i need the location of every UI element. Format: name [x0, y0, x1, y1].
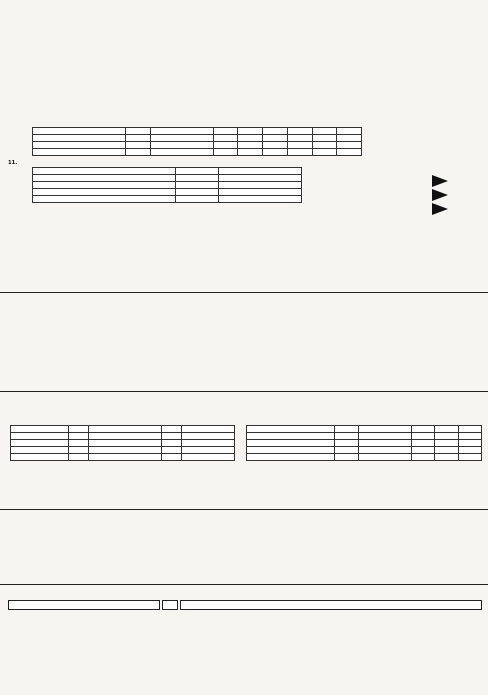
- student-afm-field[interactable]: [219, 196, 302, 203]
- iban-country-field[interactable]: [162, 600, 178, 610]
- rent-hosting-yes[interactable]: [238, 135, 263, 142]
- rent-ka: [126, 135, 151, 142]
- rent-afm-field[interactable]: [150, 142, 213, 149]
- section9-left-table: [10, 425, 235, 461]
- rent-area-field[interactable]: [287, 149, 312, 156]
- rent-head-ka2: [213, 128, 238, 135]
- rent-eka: [263, 135, 288, 142]
- rent-mka: [312, 135, 337, 142]
- rent-area-field[interactable]: [287, 142, 312, 149]
- rent-name-field[interactable]: [33, 135, 126, 142]
- s9-name-field[interactable]: [11, 440, 69, 447]
- rent-head-ka4: [312, 128, 337, 135]
- s9r-head-name: [247, 426, 335, 433]
- s9-head-school: [89, 426, 162, 433]
- student-head-afm: [219, 168, 302, 175]
- s9-name-field[interactable]: [11, 447, 69, 454]
- s9r-name-field[interactable]: [247, 440, 335, 447]
- rent-ka: [126, 142, 151, 149]
- rent-head-ka3: [263, 128, 288, 135]
- rent-months-field[interactable]: [337, 142, 362, 149]
- rent-eka: [263, 142, 288, 149]
- iban-field[interactable]: [180, 600, 482, 610]
- rent-fka: [213, 135, 238, 142]
- rent-head-hosting: [238, 128, 263, 135]
- student-ka: [176, 189, 219, 196]
- s9r-name-field[interactable]: [247, 447, 335, 454]
- s9-head-afm: [182, 426, 235, 433]
- s9-ka: [162, 433, 182, 440]
- s9r-ka: [335, 433, 359, 440]
- s9-head-ka: [69, 426, 89, 433]
- s9r-side: [411, 426, 435, 433]
- student-afm-field[interactable]: [219, 182, 302, 189]
- arrow-icon: [432, 203, 448, 215]
- rent-ka: [126, 149, 151, 156]
- rent-name-field[interactable]: [33, 142, 126, 149]
- rent-mka: [312, 149, 337, 156]
- student-name-field[interactable]: [33, 182, 176, 189]
- s9-afm-field[interactable]: [182, 440, 235, 447]
- s9-ka: [162, 440, 182, 447]
- s9r-ka: [335, 440, 359, 447]
- rent-months-field[interactable]: [337, 135, 362, 142]
- rent-head-afm: [150, 128, 213, 135]
- s9r-ka: [335, 454, 359, 461]
- rent-head-months: [337, 128, 362, 135]
- rent-afm-field[interactable]: [150, 135, 213, 142]
- s9-school-field[interactable]: [89, 433, 162, 440]
- student-head-name: [33, 168, 176, 175]
- s9-name-field[interactable]: [11, 433, 69, 440]
- student-name-field[interactable]: [33, 175, 176, 182]
- s9r-head-m2: [458, 426, 482, 433]
- rent-mka: [312, 142, 337, 149]
- s9r-afm-field[interactable]: [358, 454, 411, 461]
- rent-hosting-yes[interactable]: [238, 142, 263, 149]
- rent-months-field[interactable]: [337, 149, 362, 156]
- s9-name-field[interactable]: [11, 454, 69, 461]
- arrow-icon: [432, 175, 448, 187]
- student-name-field[interactable]: [33, 189, 176, 196]
- s9r-afm-field[interactable]: [358, 440, 411, 447]
- s9-school-field[interactable]: [89, 447, 162, 454]
- arrow-icon: [432, 189, 448, 201]
- student-rent-title: 11.: [8, 160, 18, 166]
- rent-name-field[interactable]: [33, 149, 126, 156]
- rent-row: [33, 149, 362, 156]
- s9r-afm-field[interactable]: [358, 447, 411, 454]
- s9r-head-m1: [435, 426, 459, 433]
- rent-head-name: [33, 128, 126, 135]
- rent-head-area: [287, 128, 312, 135]
- s9r-name-field[interactable]: [247, 454, 335, 461]
- s9-head-name: [11, 426, 69, 433]
- rent-fka: [213, 149, 238, 156]
- rent-afm-field[interactable]: [150, 149, 213, 156]
- student-afm-field[interactable]: [219, 175, 302, 182]
- s9-afm-field[interactable]: [182, 447, 235, 454]
- student-ka: [176, 182, 219, 189]
- rent-row: [33, 142, 362, 149]
- section9-right-table: [246, 425, 482, 461]
- s9-ka: [162, 447, 182, 454]
- rent-area-field[interactable]: [287, 135, 312, 142]
- s9-ka: [162, 454, 182, 461]
- s9r-afm-field[interactable]: [358, 433, 411, 440]
- student-head-ka: [176, 168, 219, 175]
- s9-afm-field[interactable]: [182, 454, 235, 461]
- s9-afm-field[interactable]: [182, 433, 235, 440]
- rent-fka: [213, 142, 238, 149]
- s9r-head-ka: [335, 426, 359, 433]
- student-name-field[interactable]: [33, 196, 176, 203]
- rent-eka: [263, 149, 288, 156]
- student-ka: [176, 196, 219, 203]
- bank-name-field[interactable]: [8, 600, 160, 610]
- s9-school-field[interactable]: [89, 440, 162, 447]
- s9r-head-afm: [358, 426, 411, 433]
- rent-head-ka: [126, 128, 151, 135]
- s9r-name-field[interactable]: [247, 433, 335, 440]
- rent-table: [32, 127, 362, 156]
- rent-row: [33, 135, 362, 142]
- student-ka: [176, 175, 219, 182]
- s9r-ka: [335, 447, 359, 454]
- s9-school-field[interactable]: [89, 454, 162, 461]
- student-afm-field[interactable]: [219, 189, 302, 196]
- rent-hosting-yes[interactable]: [238, 149, 263, 156]
- s9-head-ka2: [162, 426, 182, 433]
- student-rent-table: [32, 167, 302, 203]
